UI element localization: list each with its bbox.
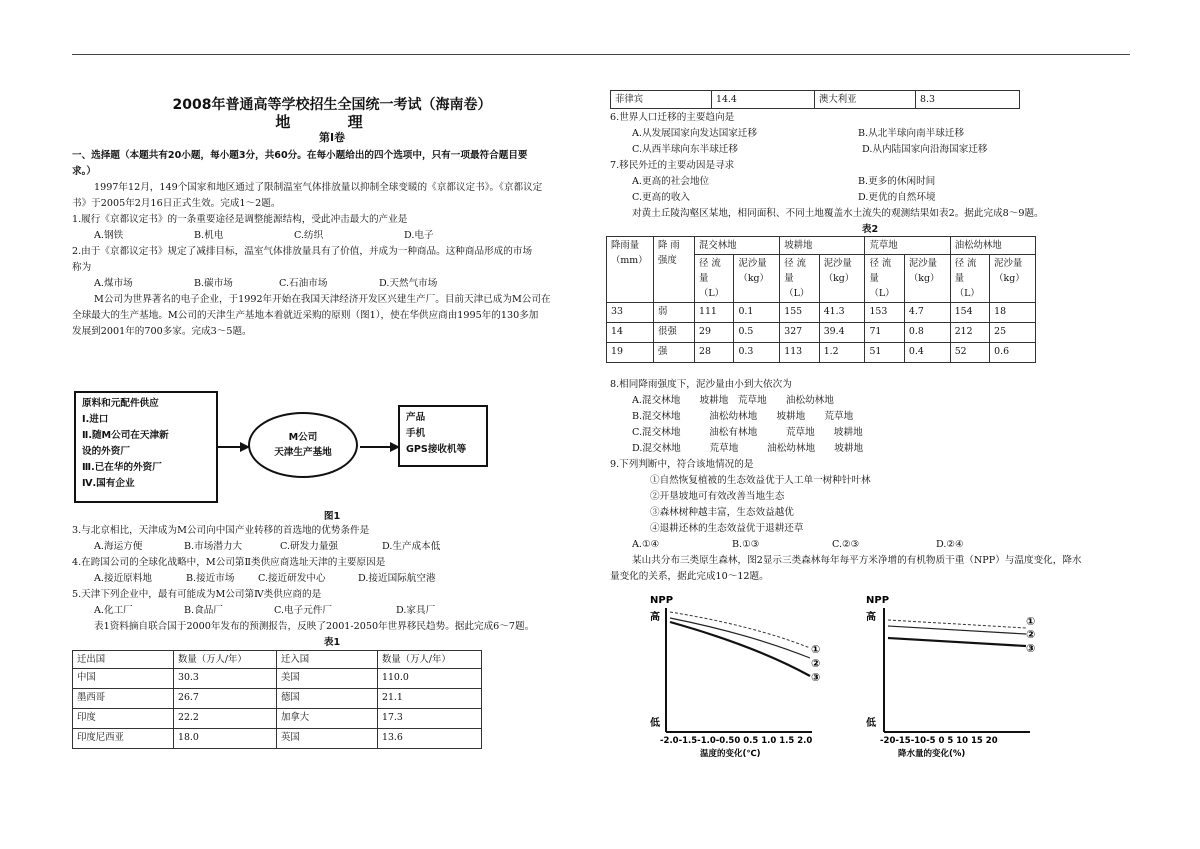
option: C.石油市场 xyxy=(279,278,328,289)
table1-cell: 美国 xyxy=(277,669,378,689)
table2 xyxy=(606,236,1036,363)
table-row xyxy=(73,729,482,749)
t: （L） xyxy=(699,288,724,299)
t: 泥沙量 xyxy=(908,258,938,269)
t: （L） xyxy=(954,288,980,299)
t: （L） xyxy=(869,288,895,299)
table1-header: 迁出国 xyxy=(73,651,174,669)
table2-cell: 52 xyxy=(950,343,989,363)
t: 量 xyxy=(869,273,879,284)
table-row xyxy=(607,303,1036,323)
question-2-line-2: 称为 xyxy=(72,262,92,273)
table1-cell: 菲律宾 xyxy=(611,91,712,109)
table1-header-row xyxy=(73,651,482,669)
table1-cell: 墨西哥 xyxy=(73,689,174,709)
table1-cell: 18.0 xyxy=(174,729,277,749)
table2-cell: 33 xyxy=(607,303,654,323)
question-2-line-1: 2.由于《京都议定书》规定了减排目标，温室气体排放量具有了价值，并成为一种商品。这种商品形成的市场 xyxy=(72,246,533,257)
passage-2-line-3: 发展到2001年的700多家。完成3～5题。 xyxy=(72,326,252,337)
question-5-options xyxy=(72,603,592,619)
table1-cell: 13.6 xyxy=(378,729,482,749)
option: D.电子 xyxy=(404,230,434,241)
option: A.化工厂 xyxy=(94,605,133,616)
option: A.钢铁 xyxy=(94,230,124,241)
option: A.更高的社会地位 xyxy=(632,176,710,187)
option: C.更高的收入 xyxy=(632,192,691,203)
question-3-options xyxy=(72,539,592,555)
option: B.食品厂 xyxy=(184,605,223,616)
table2-header-rainfall xyxy=(607,237,654,303)
table2-cell: 弱 xyxy=(654,303,695,323)
fig2-right-low: 低 xyxy=(866,718,876,729)
option: B.机电 xyxy=(194,230,224,241)
table2-cell: 51 xyxy=(865,343,904,363)
passage-1-line-1: 1997年12月，149个国家和地区通过了限制温室气体排放量以抑制全球变暖的《京都议定书》。《京都议定 xyxy=(94,182,543,193)
passage-5-line-1: 某山共分布三类原生森林，图2显示三类森林每年每平方米净增的有机物质干重（NPP）与温度变化，降水 xyxy=(632,555,1082,566)
table2-cell: 212 xyxy=(950,323,989,343)
table1-caption: 表1 xyxy=(323,637,341,648)
question-6: 6.世界人口迁移的主要趋向是 xyxy=(610,112,735,123)
table2-group-header: 油松幼林地 xyxy=(950,237,1035,255)
table1-cell: 8.3 xyxy=(916,91,1020,109)
table1-header: 数量（万人/年） xyxy=(378,651,482,669)
question-6-options xyxy=(610,126,1130,142)
option: A.从发展国家向发达国家迁移 xyxy=(632,128,758,139)
option: D.②④ xyxy=(936,539,964,550)
instructions-line-2: 求。） xyxy=(72,166,96,177)
table2-group-header: 坡耕地 xyxy=(780,237,865,255)
t: （kg） xyxy=(994,273,1025,284)
table2-cell: 18 xyxy=(990,303,1036,323)
question-2-options xyxy=(72,276,592,292)
fig1-product-box xyxy=(398,405,488,467)
option: D.更优的自然环境 xyxy=(858,192,936,203)
table2-sub-runoff xyxy=(780,255,819,303)
table2-sub-runoff xyxy=(865,255,904,303)
table2-cell: 0.5 xyxy=(734,323,780,343)
table2-cell: 0.6 xyxy=(990,343,1036,363)
question-1-options xyxy=(72,228,592,244)
t: 泥沙量 xyxy=(823,258,852,269)
t: （kg） xyxy=(823,273,855,284)
table2-cell: 28 xyxy=(695,343,734,363)
table1-cell: 110.0 xyxy=(378,669,482,689)
fig1-supply-item: 设的外资厂 xyxy=(82,446,130,457)
option: D.生产成本低 xyxy=(382,541,441,552)
table2-caption: 表2 xyxy=(861,224,879,235)
question-8: 8.相同降雨强度下，泥沙量由小到大依次为 xyxy=(610,379,792,390)
question-8-option: D.混交林地 荒草地 油松幼林地 坡耕地 xyxy=(632,443,864,454)
question-8-option: A.混交林地 坡耕地 荒草地 油松幼林地 xyxy=(632,395,834,406)
table2-body xyxy=(607,303,1036,363)
option: D.天然气市场 xyxy=(379,278,438,289)
table2-cell: 19 xyxy=(607,343,654,363)
table2-cell: 327 xyxy=(780,323,819,343)
passage-2-line-1: M公司为世界著名的电子企业，于1992年开始在我国天津经济开发区兴建生产厂。目前天津已成为M公司在 xyxy=(94,294,551,305)
question-6-options xyxy=(610,142,1130,158)
table2-group-header: 混交林地 xyxy=(695,237,780,255)
option: A.海运方便 xyxy=(94,541,143,552)
table2-cell: 0.8 xyxy=(904,323,950,343)
question-9-options xyxy=(610,537,1130,553)
option: A.接近原料地 xyxy=(94,573,152,584)
fig1-supply-item: Ⅳ.国有企业 xyxy=(82,478,135,489)
fig2-right-marker-2: ② xyxy=(1026,628,1036,641)
question-9-item: ④退耕还林的生态效益优于退耕还草 xyxy=(650,523,804,534)
t: 径 流 xyxy=(699,258,721,269)
fig1-center-line: 天津生产基地 xyxy=(274,447,332,458)
table1-cell: 英国 xyxy=(277,729,378,749)
passage-1-line-2: 书》于2005年2月16日正式生效。完成1～2题。 xyxy=(72,198,281,209)
table2-cell: 153 xyxy=(865,303,904,323)
question-9: 9.下列判断中，符合该地情况的是 xyxy=(610,459,754,470)
table2-cell: 111 xyxy=(695,303,734,323)
t: （kg） xyxy=(738,273,769,284)
fig2-left-marker-2: ② xyxy=(811,657,821,670)
option: B.碳市场 xyxy=(194,278,233,289)
question-9-item: ②开垦坡地可有效改善当地生态 xyxy=(650,491,785,502)
table-row xyxy=(73,689,482,709)
table1-header: 迁入国 xyxy=(277,651,378,669)
table1-cell: 26.7 xyxy=(174,689,277,709)
table-row xyxy=(607,323,1036,343)
fig2-right-curve-3 xyxy=(888,638,1026,646)
option: B.①③ xyxy=(732,539,760,550)
passage-2-line-2: 全球最大的生产基地。M公司的天津生产基地本着就近采购的原则（图1），使在华供应商由1995年的130多加 xyxy=(72,310,539,321)
table2-cell: 39.4 xyxy=(819,323,865,343)
table2-cell: 4.7 xyxy=(904,303,950,323)
fig2-right-marker-3: ③ xyxy=(1026,642,1036,655)
question-5: 5.天津下列企业中，最有可能成为M公司第Ⅳ类供应商的是 xyxy=(72,589,322,600)
question-4-options xyxy=(72,571,592,587)
subject-title: 地 理 xyxy=(275,113,389,131)
question-9-item: ③森林树种越丰富，生态效益越优 xyxy=(650,507,794,518)
question-9-item: ①自然恢复植被的生态效益优于人工单一树种针叶林 xyxy=(650,475,871,486)
question-7-options xyxy=(610,190,1130,206)
table1-cell: 德国 xyxy=(277,689,378,709)
fig2 xyxy=(640,590,1050,762)
table1-header: 数量（万人/年） xyxy=(174,651,277,669)
table2-cell: 154 xyxy=(950,303,989,323)
table1-cell: 印度 xyxy=(73,709,174,729)
table2-sub-sediment xyxy=(990,255,1036,303)
table2-cell: 29 xyxy=(695,323,734,343)
fig2-left-ylabel: NPP xyxy=(650,595,674,606)
option: C.电子元件厂 xyxy=(274,605,333,616)
t: （L） xyxy=(784,288,810,299)
table2-cell: 1.2 xyxy=(819,343,865,363)
question-3: 3.与北京相比，天津成为M公司向中国产业转移的首选地的优势条件是 xyxy=(72,525,370,536)
table2-sub-runoff xyxy=(950,255,989,303)
option: D.接近国际航空港 xyxy=(358,573,436,584)
fig2-left-curve-1 xyxy=(670,612,810,648)
table2-cell: 14 xyxy=(607,323,654,343)
top-rule xyxy=(72,54,1130,55)
table2-header-row xyxy=(607,237,1036,255)
right-column xyxy=(610,110,1130,238)
table1-cell: 22.2 xyxy=(174,709,277,729)
fig2-right-xticks: -20-15-10-5 0 5 10 15 20 xyxy=(880,736,998,746)
table2-cell: 0.4 xyxy=(904,343,950,363)
table2-cell: 很强 xyxy=(654,323,695,343)
t: 量 xyxy=(954,273,965,284)
right-column-lower xyxy=(610,377,1130,585)
fig1-center-ellipse xyxy=(248,412,358,478)
option: D.家具厂 xyxy=(396,605,436,616)
question-7-options xyxy=(610,174,1130,190)
t: 量 xyxy=(784,273,794,284)
table2-sub-runoff xyxy=(695,255,734,303)
fig1-supply-item: Ⅰ.进口 xyxy=(82,414,109,425)
t: （kg） xyxy=(908,273,940,284)
option: C.纺织 xyxy=(294,230,324,241)
question-4: 4.在跨国公司的全球化战略中，M公司第Ⅱ类供应商选址天津的主要原因是 xyxy=(72,557,386,568)
table2-sub-sediment xyxy=(734,255,780,303)
option: B.市场潜力大 xyxy=(184,541,243,552)
fig1-caption: 图1 xyxy=(323,511,341,522)
table2-cell: 0.3 xyxy=(734,343,780,363)
passage-4: 对黄土丘陵沟壑区某地，相同面积、不同土地覆盖水土流失的观测结果如表2。据此完成8～9题。 xyxy=(632,208,1044,219)
option: A.煤市场 xyxy=(94,278,133,289)
table1-cell: 14.4 xyxy=(712,91,815,109)
fig1-supply-item: Ⅱ.随M公司在天津新 xyxy=(82,430,169,441)
table1-continued xyxy=(610,90,1020,109)
passage-5-line-2: 量变化的关系，据此完成10～12题。 xyxy=(610,571,769,582)
fig2-left-curve-2 xyxy=(670,618,810,658)
table2-cell: 41.3 xyxy=(819,303,865,323)
table2-header-text: 降 雨 xyxy=(658,240,680,251)
instructions-line-1: 一、选择题（本题共有20小题，每小题3分，共60分。在每小题给出的四个选项中，只有一项最符合题目要 xyxy=(72,150,528,161)
fig2-left-marker-1: ① xyxy=(811,643,821,656)
table2-cell: 0.1 xyxy=(734,303,780,323)
fig2-right-high: 高 xyxy=(866,612,876,623)
fig2-right-marker-1: ① xyxy=(1026,615,1036,628)
table2-header-text: 强度 xyxy=(658,255,677,266)
question-7: 7.移民外迁的主要动因是寻求 xyxy=(610,160,735,171)
option: A.①④ xyxy=(632,539,660,550)
t: 泥沙量 xyxy=(994,258,1023,269)
t: 径 流 xyxy=(954,258,977,269)
option: D.从内陆国家向沿海国家迁移 xyxy=(862,144,988,155)
table2-cell: 113 xyxy=(780,343,819,363)
fig2-right-xlabel: 降水量的变化(%) xyxy=(898,749,966,759)
option: B.从北半球向南半球迁移 xyxy=(858,128,965,139)
table2-header-text: （mm） xyxy=(611,255,648,266)
table2-cell: 强 xyxy=(654,343,695,363)
left-column-lower xyxy=(72,523,592,651)
table2-cell: 155 xyxy=(780,303,819,323)
table2-header-text: 降雨量 xyxy=(611,240,640,251)
section-title: 第Ⅰ卷 xyxy=(318,131,346,144)
fig1-supply-item: Ⅲ.已在华的外资厂 xyxy=(82,462,162,473)
t: 径 流 xyxy=(784,258,806,269)
question-1: 1.履行《京都议定书》的一条重要途径是调整能源结构，受此冲击最大的产业是 xyxy=(72,214,408,225)
fig1-supply-title: 原料和元配件供应 xyxy=(82,398,159,409)
exam-title: 2008年普通高等学校招生全国统一考试（海南卷） xyxy=(172,97,492,113)
option: C.②③ xyxy=(832,539,860,550)
option: C.研发力量强 xyxy=(280,541,339,552)
fig2-left-low: 低 xyxy=(650,718,660,729)
fig2-left-curve-3 xyxy=(670,622,810,676)
fig1-product-line: 产品 xyxy=(406,412,426,423)
table1-cell: 印度尼西亚 xyxy=(73,729,174,749)
passage-3: 表1资料摘自联合国于2000年发布的预测报告，反映了2001-2050年世界移民趋势。据此完成6～7题。 xyxy=(94,621,535,632)
option: C.从西半球向东半球迁移 xyxy=(632,144,738,155)
table1-cell: 30.3 xyxy=(174,669,277,689)
fig2-left-marker-3: ③ xyxy=(811,671,821,684)
table-row xyxy=(73,709,482,729)
fig2-left-xticks: -2.0-1.5-1.0-0.50 0.5 1.0 1.5 2.0 xyxy=(660,736,813,746)
question-8-option: B.混交林地 油松幼林地 坡耕地 荒草地 xyxy=(632,411,854,422)
fig1-product-line: GPS接收机等 xyxy=(406,444,467,455)
fig1-center-line: M公司 xyxy=(288,432,318,443)
table2-sub-sediment xyxy=(819,255,865,303)
left-column xyxy=(72,96,592,340)
table-row xyxy=(607,343,1036,363)
fig2-right-ylabel: NPP xyxy=(866,595,890,606)
fig1-product-line: 手机 xyxy=(406,428,426,439)
fig2-left-high: 高 xyxy=(650,612,660,623)
table2-sub-sediment xyxy=(904,255,950,303)
t: 量 xyxy=(699,273,709,284)
option: B.接近市场 xyxy=(186,573,235,584)
option: C.接近研发中心 xyxy=(258,573,326,584)
fig1-supply-box xyxy=(74,391,218,503)
fig2-left-xlabel: 温度的变化(℃) xyxy=(700,749,761,759)
table1 xyxy=(72,650,482,749)
t: 径 流 xyxy=(869,258,892,269)
question-8-option: C.混交林地 油松有林地 荒草地 坡耕地 xyxy=(632,427,863,438)
table1-cell: 加拿大 xyxy=(277,709,378,729)
table1-cell: 17.3 xyxy=(378,709,482,729)
table2-header-intensity xyxy=(654,237,695,303)
option: B.更多的休闲时间 xyxy=(858,176,936,187)
table2-cell: 25 xyxy=(990,323,1036,343)
table1-cell: 澳大利亚 xyxy=(815,91,916,109)
table-row xyxy=(73,669,482,689)
table1-cell: 中国 xyxy=(73,669,174,689)
t: 泥沙量 xyxy=(738,258,767,269)
table2-cell: 71 xyxy=(865,323,904,343)
table2-group-header: 荒草地 xyxy=(865,237,950,255)
table-row xyxy=(611,91,1020,109)
table1-cell: 21.1 xyxy=(378,689,482,709)
